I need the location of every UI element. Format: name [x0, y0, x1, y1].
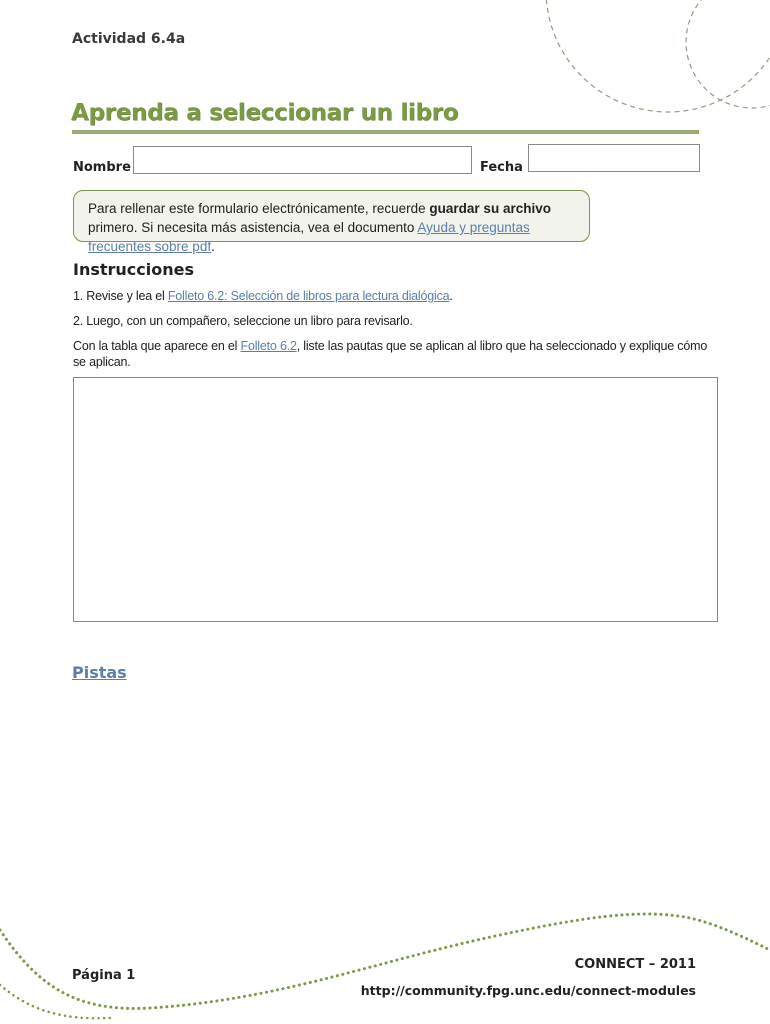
step1-end: .: [449, 289, 453, 303]
footer-connect: CONNECT – 2011: [574, 957, 696, 972]
handout-6-2-link[interactable]: Folleto 6.2: Selección de libros para lectura dialógica: [167, 289, 450, 303]
instruction-step-1: [73, 289, 453, 303]
page-number: Página 1: [72, 968, 136, 983]
footer-url: http://community.fpg.unc.edu/connect-modules: [360, 983, 696, 998]
handout-6-2-short-link[interactable]: Folleto 6.2: [240, 339, 297, 353]
date-field[interactable]: [528, 144, 700, 172]
step3-text: Con la tabla que aparece en el: [73, 339, 241, 353]
step3-end: , liste las pautas que se aplican al libro que ha seleccionado y explique cómo se aplican.: [73, 339, 708, 369]
name-field[interactable]: [133, 146, 472, 174]
notice-bold-text: guardar su archivo: [429, 201, 551, 216]
date-label: Fecha: [480, 160, 523, 175]
pdf-help-link[interactable]: Ayuda y preguntas frecuentes sobre pdf: [88, 220, 530, 254]
notice-text-end: .: [211, 239, 215, 254]
instruction-step-2: 2. Luego, con un compañero, seleccione un libro para revisarlo.: [73, 314, 413, 328]
step1-text: 1. Revise y lea el: [73, 289, 168, 303]
hints-link[interactable]: Pistas: [72, 663, 127, 682]
activity-number: Actividad 6.4a: [72, 31, 186, 47]
dashed-circle-large: [546, 0, 770, 112]
notice-text-middle: primero. Si necesita más asistencia, vea el documento: [88, 220, 418, 235]
save-notice-box: [73, 190, 590, 254]
notice-text: Para rellenar este formulario electrónicamente, recuerde: [88, 201, 430, 216]
instruction-step-3: [73, 338, 713, 370]
dotted-wave-lower: [0, 985, 110, 1018]
dashed-circle-small: [686, 0, 770, 108]
answer-textarea[interactable]: [73, 377, 718, 622]
page-title: Aprenda a seleccionar un libro: [71, 100, 459, 126]
instructions-heading: Instrucciones: [73, 260, 195, 279]
name-label: Nombre: [73, 160, 131, 175]
title-divider: [72, 130, 699, 134]
